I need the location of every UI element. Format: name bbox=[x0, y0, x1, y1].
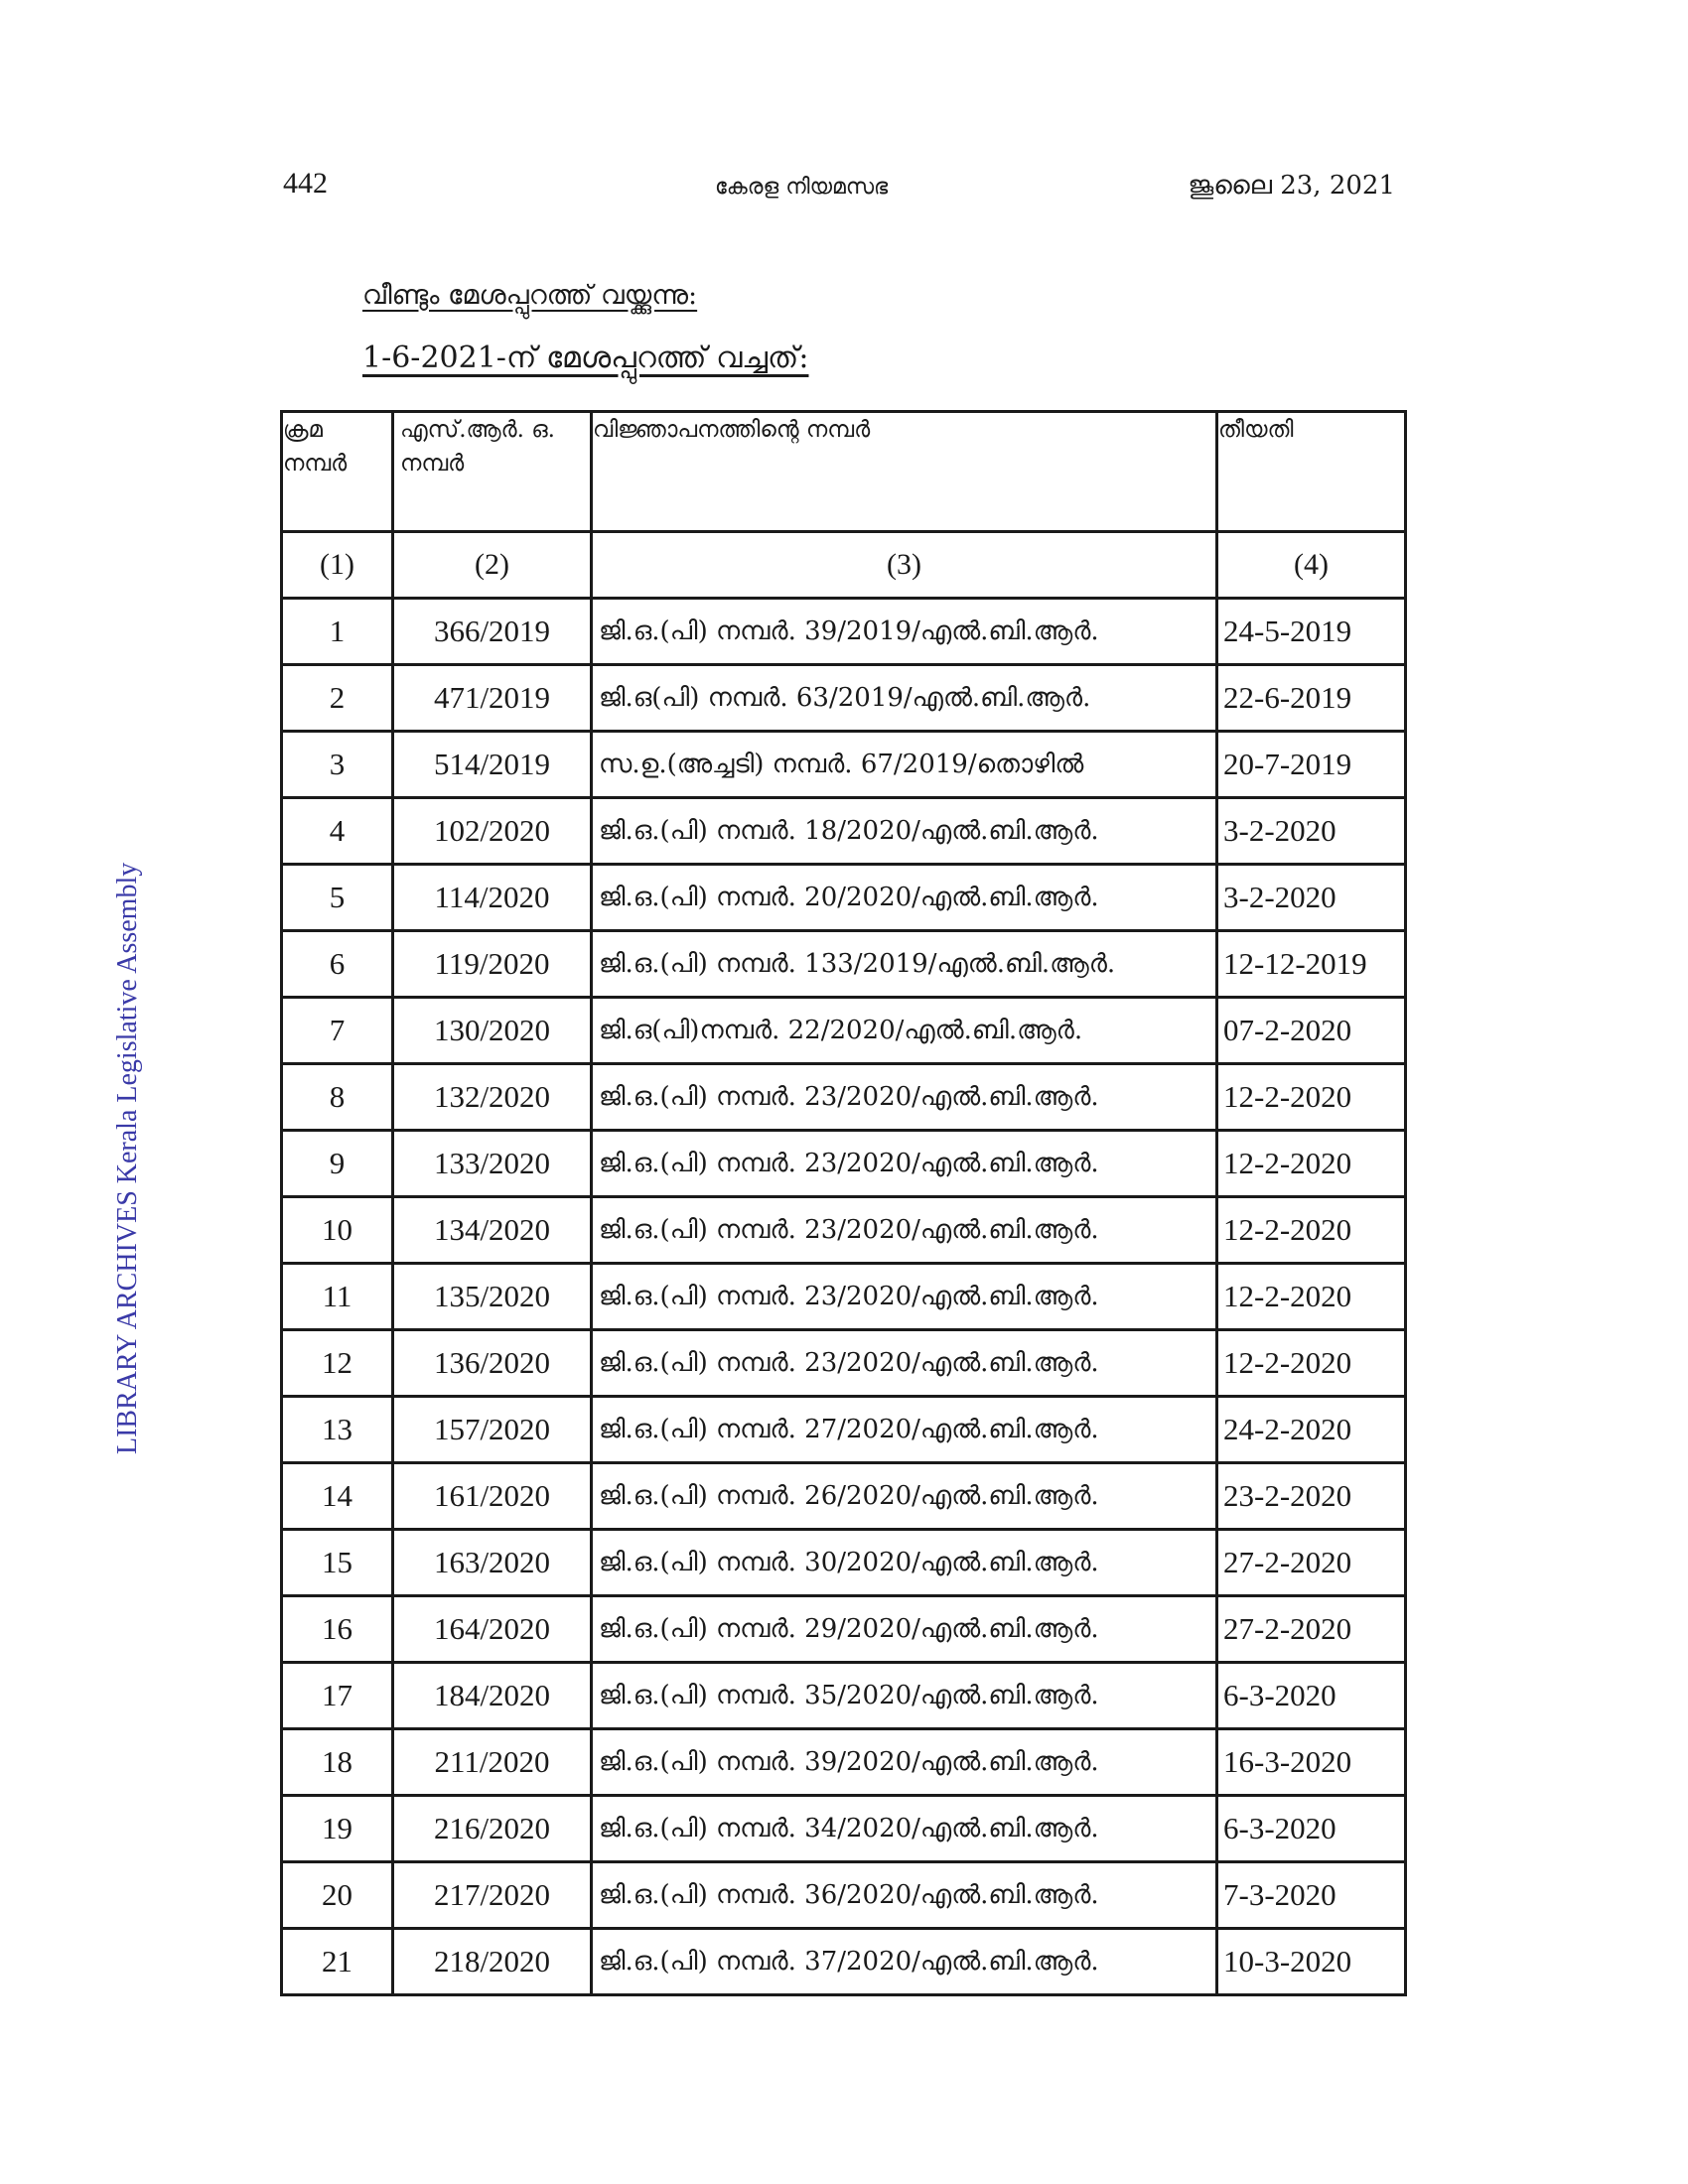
table-row bbox=[282, 1397, 1406, 1463]
serial-cell: 9 bbox=[282, 1131, 393, 1197]
header-title: കേരള നിയമസഭ bbox=[715, 175, 889, 200]
sro-number-cell: 136/2020 bbox=[393, 1330, 592, 1397]
column-number: (3) bbox=[592, 532, 1217, 599]
intro-line: വീണ്ടും മേശപ്പുറത്ത് വയ്ക്കുന്നു: bbox=[362, 280, 698, 311]
date-cell: 3-2-2020 bbox=[1217, 865, 1406, 931]
table-row bbox=[282, 931, 1406, 998]
serial-cell: 5 bbox=[282, 865, 393, 931]
date-cell: 16-3-2020 bbox=[1217, 1729, 1406, 1796]
date-cell: 12-2-2020 bbox=[1217, 1131, 1406, 1197]
notification-number-cell: ജി.ഒ.(പി) നമ്പർ. 39/2019/എൽ.ബി.ആർ. bbox=[592, 599, 1217, 665]
serial-cell: 15 bbox=[282, 1530, 393, 1596]
serial-cell: 13 bbox=[282, 1397, 393, 1463]
date-cell: 7-3-2020 bbox=[1217, 1862, 1406, 1929]
table-header-row bbox=[282, 412, 1406, 532]
sro-number-cell: 132/2020 bbox=[393, 1064, 592, 1131]
sro-number-cell: 164/2020 bbox=[393, 1596, 592, 1663]
table-row bbox=[282, 1330, 1406, 1397]
header-serial: ക്രമ നമ്പർ bbox=[282, 412, 393, 532]
serial-cell: 12 bbox=[282, 1330, 393, 1397]
serial-cell: 7 bbox=[282, 998, 393, 1064]
serial-cell: 16 bbox=[282, 1596, 393, 1663]
table-row bbox=[282, 865, 1406, 931]
table-row bbox=[282, 1663, 1406, 1729]
serial-cell: 2 bbox=[282, 665, 393, 732]
serial-cell: 11 bbox=[282, 1264, 393, 1330]
notification-number-cell: ജി.ഒ.(പി) നമ്പർ. 30/2020/എൽ.ബി.ആർ. bbox=[592, 1530, 1217, 1596]
sro-number-cell: 184/2020 bbox=[393, 1663, 592, 1729]
table-row bbox=[282, 599, 1406, 665]
table-row bbox=[282, 1929, 1406, 1995]
serial-cell: 20 bbox=[282, 1862, 393, 1929]
date-cell: 20-7-2019 bbox=[1217, 732, 1406, 798]
notification-number-cell: ജി.ഒ.(പി) നമ്പർ. 39/2020/എൽ.ബി.ആർ. bbox=[592, 1729, 1217, 1796]
notification-number-cell: ജി.ഒ.(പി) നമ്പർ. 23/2020/എൽ.ബി.ആർ. bbox=[592, 1330, 1217, 1397]
sro-number-cell: 217/2020 bbox=[393, 1862, 592, 1929]
table-row bbox=[282, 798, 1406, 865]
notification-number-cell: ജി.ഒ(പി)നമ്പർ. 22/2020/എൽ.ബി.ആർ. bbox=[592, 998, 1217, 1064]
sro-number-cell: 157/2020 bbox=[393, 1397, 592, 1463]
sro-number-cell: 119/2020 bbox=[393, 931, 592, 998]
table-row bbox=[282, 1729, 1406, 1796]
header-date: തീയതി bbox=[1217, 412, 1406, 532]
sro-number-cell: 366/2019 bbox=[393, 599, 592, 665]
archive-watermark: LIBRARY ARCHIVES Kerala Legislative Assembly bbox=[112, 862, 143, 1454]
sro-number-cell: 130/2020 bbox=[393, 998, 592, 1064]
serial-cell: 14 bbox=[282, 1463, 393, 1530]
column-number-row bbox=[282, 532, 1406, 599]
serial-cell: 21 bbox=[282, 1929, 393, 1995]
table-row bbox=[282, 1264, 1406, 1330]
table-row bbox=[282, 732, 1406, 798]
notification-number-cell: സ.ഉ.(അച്ചടി) നമ്പർ. 67/2019/തൊഴിൽ bbox=[592, 732, 1217, 798]
date-cell: 23-2-2020 bbox=[1217, 1463, 1406, 1530]
sro-number-cell: 134/2020 bbox=[393, 1197, 592, 1264]
table-row bbox=[282, 1131, 1406, 1197]
sro-number-cell: 133/2020 bbox=[393, 1131, 592, 1197]
header-notification-number: വിജ്ഞാപനത്തിന്റെ നമ്പർ bbox=[592, 412, 1217, 532]
table-row bbox=[282, 1463, 1406, 1530]
notification-number-cell: ജി.ഒ(പി) നമ്പർ. 63/2019/എൽ.ബി.ആർ. bbox=[592, 665, 1217, 732]
date-cell: 24-5-2019 bbox=[1217, 599, 1406, 665]
sro-number-cell: 161/2020 bbox=[393, 1463, 592, 1530]
sro-number-cell: 471/2019 bbox=[393, 665, 592, 732]
sro-table bbox=[280, 410, 1407, 1996]
table-body bbox=[282, 599, 1406, 1995]
serial-cell: 1 bbox=[282, 599, 393, 665]
notification-number-cell: ജി.ഒ.(പി) നമ്പർ. 26/2020/എൽ.ബി.ആർ. bbox=[592, 1463, 1217, 1530]
table-row bbox=[282, 1862, 1406, 1929]
date-cell: 12-2-2020 bbox=[1217, 1330, 1406, 1397]
date-cell: 07-2-2020 bbox=[1217, 998, 1406, 1064]
notification-number-cell: ജി.ഒ.(പി) നമ്പർ. 35/2020/എൽ.ബി.ആർ. bbox=[592, 1663, 1217, 1729]
date-cell: 12-2-2020 bbox=[1217, 1197, 1406, 1264]
serial-cell: 8 bbox=[282, 1064, 393, 1131]
notification-number-cell: ജി.ഒ.(പി) നമ്പർ. 29/2020/എൽ.ബി.ആർ. bbox=[592, 1596, 1217, 1663]
date-cell: 6-3-2020 bbox=[1217, 1663, 1406, 1729]
notification-number-cell: ജി.ഒ.(പി) നമ്പർ. 23/2020/എൽ.ബി.ആർ. bbox=[592, 1064, 1217, 1131]
notification-number-cell: ജി.ഒ.(പി) നമ്പർ. 23/2020/എൽ.ബി.ആർ. bbox=[592, 1264, 1217, 1330]
notification-number-cell: ജി.ഒ.(പി) നമ്പർ. 133/2019/എൽ.ബി.ആർ. bbox=[592, 931, 1217, 998]
date-cell: 27-2-2020 bbox=[1217, 1596, 1406, 1663]
sro-number-cell: 514/2019 bbox=[393, 732, 592, 798]
section-subheading: 1-6-2021-ന് മേശപ്പുറത്ത് വച്ചത്: bbox=[362, 341, 809, 375]
date-cell: 24-2-2020 bbox=[1217, 1397, 1406, 1463]
page-number: 442 bbox=[283, 167, 328, 200]
serial-cell: 6 bbox=[282, 931, 393, 998]
date-cell: 3-2-2020 bbox=[1217, 798, 1406, 865]
serial-cell: 19 bbox=[282, 1796, 393, 1862]
table-row bbox=[282, 998, 1406, 1064]
sro-number-cell: 218/2020 bbox=[393, 1929, 592, 1995]
notification-number-cell: ജി.ഒ.(പി) നമ്പർ. 23/2020/എൽ.ബി.ആർ. bbox=[592, 1131, 1217, 1197]
header-date: ജൂലൈ 23, 2021 bbox=[1188, 171, 1395, 201]
serial-cell: 17 bbox=[282, 1663, 393, 1729]
date-cell: 12-2-2020 bbox=[1217, 1064, 1406, 1131]
sro-number-cell: 135/2020 bbox=[393, 1264, 592, 1330]
table-row bbox=[282, 1197, 1406, 1264]
notification-number-cell: ജി.ഒ.(പി) നമ്പർ. 34/2020/എൽ.ബി.ആർ. bbox=[592, 1796, 1217, 1862]
notification-number-cell: ജി.ഒ.(പി) നമ്പർ. 37/2020/എൽ.ബി.ആർ. bbox=[592, 1929, 1217, 1995]
column-number: (4) bbox=[1217, 532, 1406, 599]
notification-number-cell: ജി.ഒ.(പി) നമ്പർ. 27/2020/എൽ.ബി.ആർ. bbox=[592, 1397, 1217, 1463]
column-number: (1) bbox=[282, 532, 393, 599]
serial-cell: 4 bbox=[282, 798, 393, 865]
column-number: (2) bbox=[393, 532, 592, 599]
serial-cell: 3 bbox=[282, 732, 393, 798]
date-cell: 27-2-2020 bbox=[1217, 1530, 1406, 1596]
sro-number-cell: 102/2020 bbox=[393, 798, 592, 865]
table-row bbox=[282, 665, 1406, 732]
table-row bbox=[282, 1064, 1406, 1131]
date-cell: 10-3-2020 bbox=[1217, 1929, 1406, 1995]
notification-number-cell: ജി.ഒ.(പി) നമ്പർ. 36/2020/എൽ.ബി.ആർ. bbox=[592, 1862, 1217, 1929]
table-row bbox=[282, 1596, 1406, 1663]
sro-number-cell: 163/2020 bbox=[393, 1530, 592, 1596]
date-cell: 12-12-2019 bbox=[1217, 931, 1406, 998]
date-cell: 12-2-2020 bbox=[1217, 1264, 1406, 1330]
notification-number-cell: ജി.ഒ.(പി) നമ്പർ. 20/2020/എൽ.ബി.ആർ. bbox=[592, 865, 1217, 931]
table-row bbox=[282, 1530, 1406, 1596]
header-sro-number: എസ്.ആർ. ഒ. നമ്പർ bbox=[393, 412, 592, 532]
date-cell: 22-6-2019 bbox=[1217, 665, 1406, 732]
table-row bbox=[282, 1796, 1406, 1862]
sro-number-cell: 114/2020 bbox=[393, 865, 592, 931]
serial-cell: 10 bbox=[282, 1197, 393, 1264]
serial-cell: 18 bbox=[282, 1729, 393, 1796]
notification-number-cell: ജി.ഒ.(പി) നമ്പർ. 23/2020/എൽ.ബി.ആർ. bbox=[592, 1197, 1217, 1264]
notification-number-cell: ജി.ഒ.(പി) നമ്പർ. 18/2020/എൽ.ബി.ആർ. bbox=[592, 798, 1217, 865]
date-cell: 6-3-2020 bbox=[1217, 1796, 1406, 1862]
sro-number-cell: 211/2020 bbox=[393, 1729, 592, 1796]
sro-number-cell: 216/2020 bbox=[393, 1796, 592, 1862]
